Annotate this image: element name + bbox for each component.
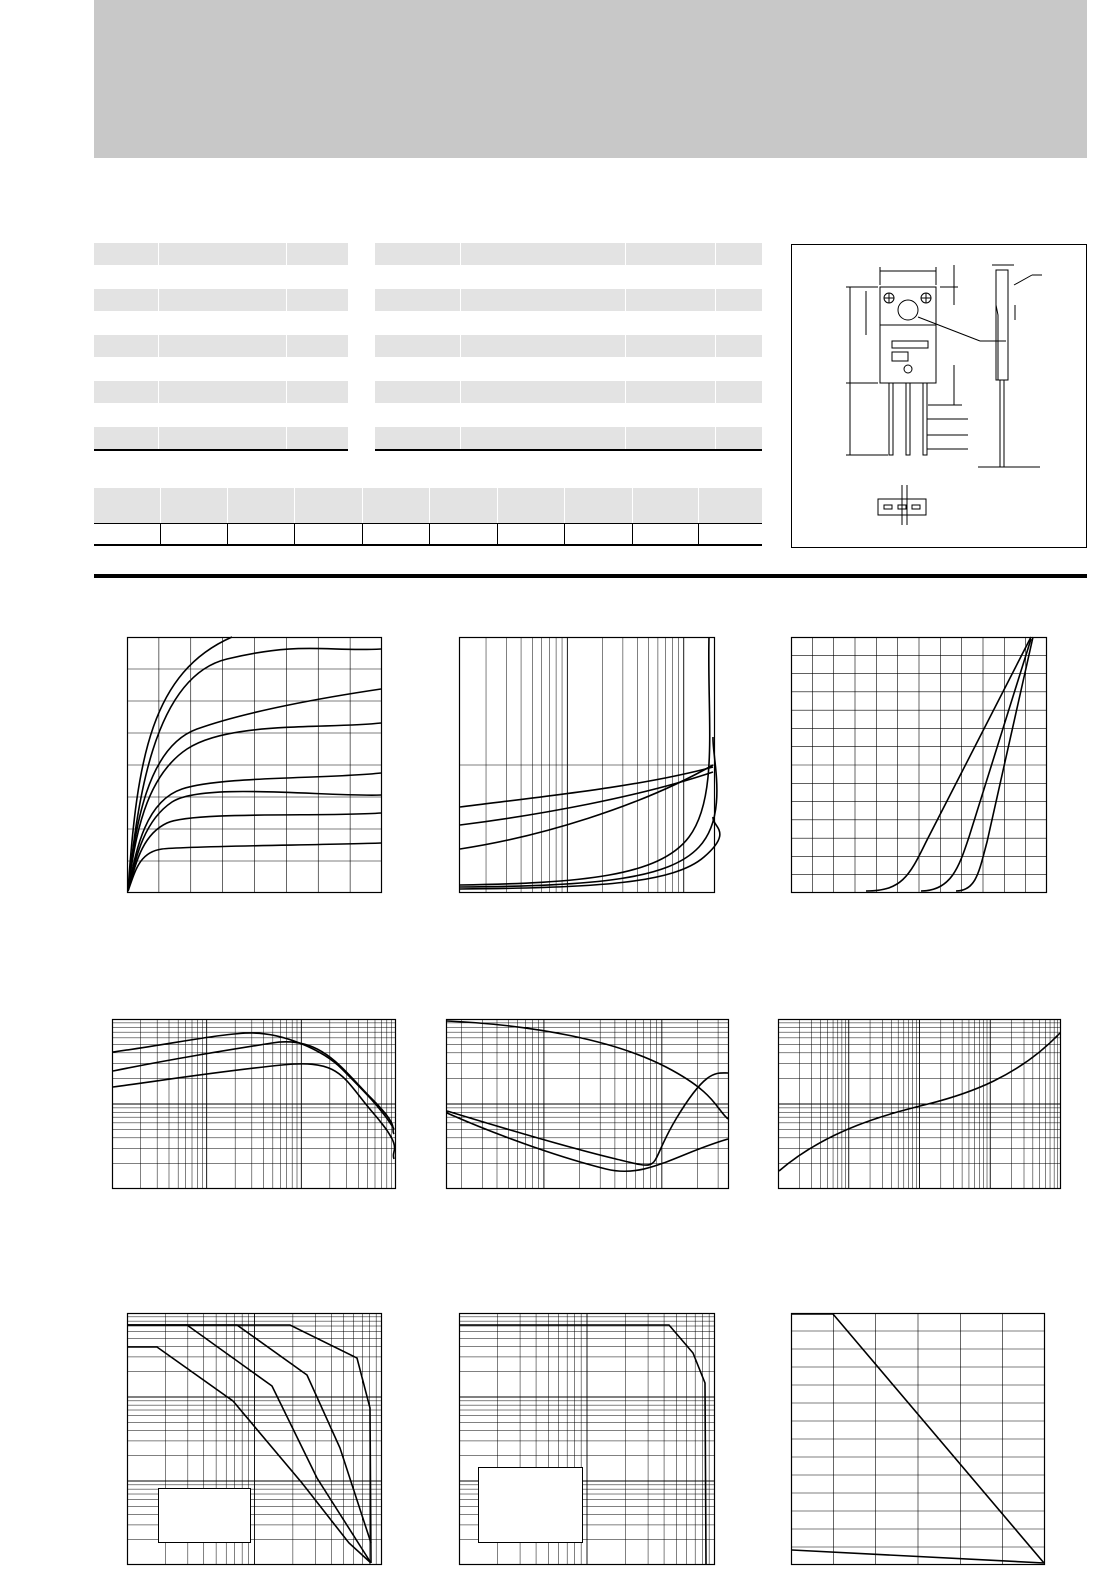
ratings-table-left — [94, 243, 348, 451]
section-divider — [94, 574, 1087, 578]
chart-switching-time — [446, 1019, 729, 1189]
chart-output-characteristics — [127, 637, 382, 893]
header-band — [94, 0, 1087, 158]
ratings-table-right — [375, 243, 762, 451]
power-derating-svg — [791, 1313, 1045, 1565]
switching-time-svg — [446, 1019, 729, 1189]
chart-dc-current-gain — [112, 1019, 396, 1189]
characteristics-table — [94, 488, 762, 548]
package-drawing-svg — [792, 245, 1088, 549]
saturation-voltage-svg — [459, 637, 715, 893]
chart-saturation-voltage — [459, 637, 715, 893]
soa-legend-box — [158, 1488, 251, 1543]
chart-thermal-resistance — [778, 1019, 1061, 1189]
chart-transfer-characteristics — [791, 637, 1047, 893]
package-outline-drawing — [791, 244, 1087, 548]
thermal-resistance-svg — [778, 1019, 1061, 1189]
rbsoa-legend-box — [478, 1467, 583, 1543]
chart-power-derating — [791, 1313, 1045, 1565]
dc-current-gain-svg — [112, 1019, 396, 1189]
output-characteristics-svg — [127, 637, 382, 893]
transfer-characteristics-svg — [791, 637, 1047, 893]
